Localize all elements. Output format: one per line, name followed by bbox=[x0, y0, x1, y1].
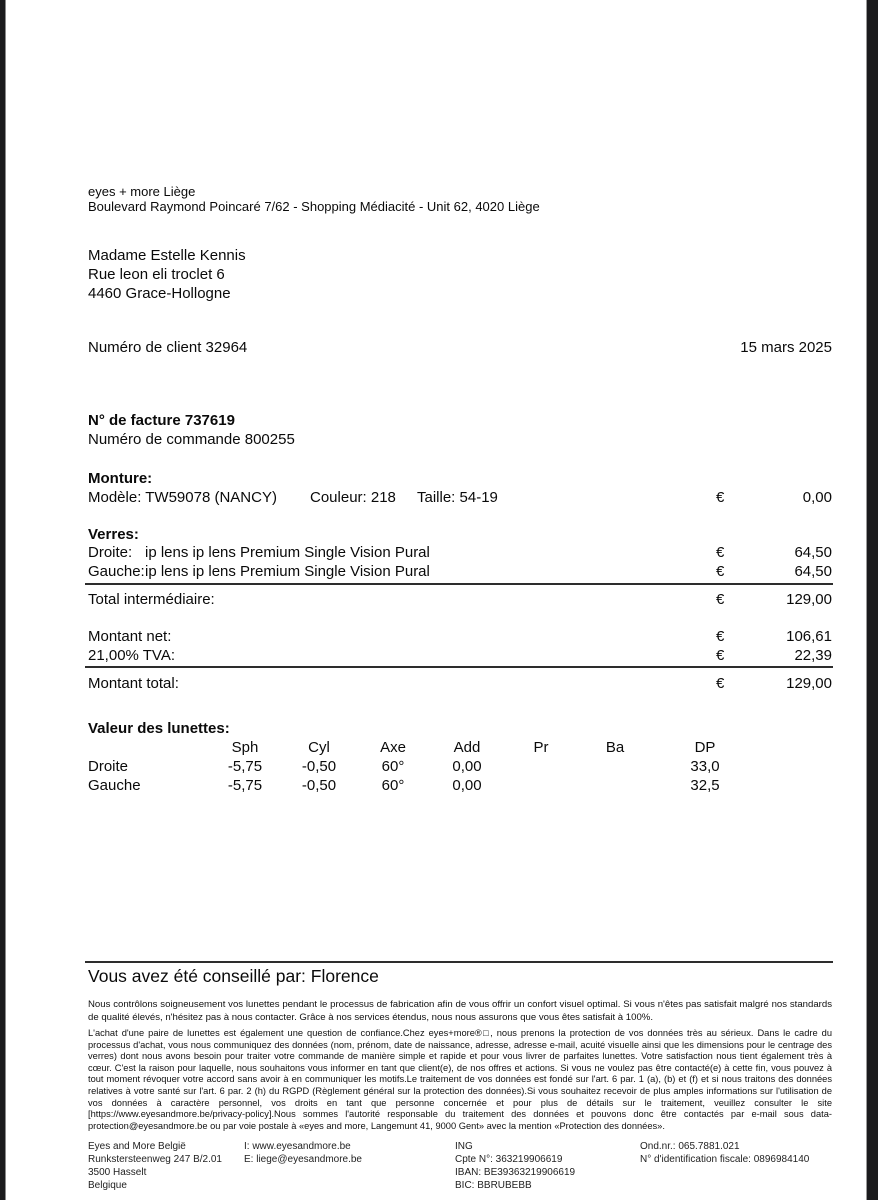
total-row bbox=[88, 674, 832, 693]
footer-line: Belgique bbox=[88, 1180, 127, 1191]
col-header-add: Add bbox=[453, 739, 481, 756]
lens-side-label: Gauche: bbox=[88, 563, 145, 580]
lens-row-right bbox=[88, 543, 832, 562]
cell-axe: 60° bbox=[381, 758, 405, 775]
privacy-legal-text: L'achat d'une paire de lunettes est également une question de confiance.Chez eyes+more®□, nous prenons la protection de vos données très au sérieux. Dans le cadre du processus d'achat, vous nous communiquez des données (nom, prénom, date de naissance, adresse, adresse e-mail, acuité visuelle ainsi que les dimensions pour le centrage des verres) dont nous avons besoin pour traiter votre commande de manière simple et rapide et pour vous livrer de parfaites lunettes. Votre satisfaction nous tient également très à cœur. C'est la raison pour laquelle, nous souhaitons vous informer en tant que client(e), de nos offres et actions. Si vous ne voulez pas être contacté(e) à cette fin, vous pouvez à tout moment révoquer votre accord sans avoir à en communiquer les motifs.Le traitement de vos données est fondé sur l'art. 6 par. 1 (a), (b) et (f) et si nous traitons des données relatives à votre santé sur l'art. 6 par. 2 (h) du RGPD (Règlement général sur la protection des données).Si vous souhaitez recevoir de plus amples informations sur l'utilisation de vos données à caractère personnel, vos droits en tant que personne concernée et pour plus de détails sur le traitement, veuillez consulter le site [https://www.eyesandmore.be/privacy-policy].Nous sommes l'autorité responsable du traitement des données et pouvons donc être contactés par e-mail sous data-protection@eyesandmore.be ou par voie postale à «eyes and more, Langemunt 41, 9000 Gent» avec la mention «Protection des données». bbox=[88, 1028, 832, 1131]
euro-symbol: € bbox=[716, 489, 725, 506]
invoice-numbers-block bbox=[88, 411, 832, 449]
net-amount: 106,61 bbox=[786, 628, 832, 645]
store-block bbox=[88, 184, 832, 214]
col-header-cyl: Cyl bbox=[308, 739, 330, 756]
footer-ond-nr: Ond.nr.: 065.7881.021 bbox=[640, 1141, 740, 1152]
cell-sph: -5,75 bbox=[227, 777, 263, 794]
vat-row bbox=[88, 646, 832, 665]
euro-symbol: € bbox=[716, 628, 725, 645]
euro-symbol: € bbox=[716, 675, 725, 692]
frame-amount: 0,00 bbox=[802, 489, 832, 506]
lens-values-header-row bbox=[88, 738, 832, 757]
footer-website: I: www.eyesandmore.be bbox=[244, 1141, 351, 1152]
divider-line bbox=[85, 583, 833, 585]
cell-axe: 60° bbox=[381, 777, 405, 794]
divider-line bbox=[85, 666, 833, 668]
footer-email: E: liege@eyesandmore.be bbox=[244, 1154, 362, 1165]
euro-symbol: € bbox=[716, 647, 725, 664]
footer-account: Cpte N°: 363219906619 bbox=[455, 1154, 563, 1165]
cell-dp: 33,0 bbox=[690, 758, 720, 775]
row-label-right: Droite bbox=[88, 758, 129, 775]
lens-description: ip lens ip lens Premium Single Vision Pural bbox=[145, 563, 430, 580]
advisor-line: Vous avez été conseillé par: Florence bbox=[88, 966, 379, 986]
customer-city: 4460 Grace-Hollogne bbox=[88, 285, 231, 302]
col-header-dp: DP bbox=[694, 739, 716, 756]
total-label: Montant total: bbox=[88, 675, 179, 692]
client-number: Numéro de client 32964 bbox=[88, 339, 248, 356]
cell-add: 0,00 bbox=[452, 777, 482, 794]
customer-name: Madame Estelle Kennis bbox=[88, 247, 246, 264]
table-row bbox=[88, 757, 832, 776]
subtotal-amount-group bbox=[716, 590, 832, 609]
client-date-row bbox=[88, 338, 832, 357]
net-row bbox=[88, 627, 832, 646]
lens-side-label: Droite: bbox=[88, 544, 133, 561]
section-title-lens-values: Valeur des lunettes: bbox=[88, 720, 230, 737]
footer-company-address bbox=[88, 1140, 222, 1192]
total-amount: 129,00 bbox=[786, 675, 832, 692]
lens-amount: 64,50 bbox=[794, 563, 832, 580]
subtotal-amount: 129,00 bbox=[786, 591, 832, 608]
frame-model: Modèle: TW59078 (NANCY) bbox=[88, 489, 277, 506]
footer-bic: BIC: BBRUBEBB bbox=[455, 1180, 532, 1191]
euro-symbol: € bbox=[716, 563, 725, 580]
store-address: Boulevard Raymond Poincaré 7/62 - Shopping Médiacité - Unit 62, 4020 Liège bbox=[88, 199, 540, 214]
invoice-date: 15 mars 2025 bbox=[740, 339, 832, 356]
subtotal-row bbox=[88, 590, 832, 609]
customer-street: Rue leon eli troclet 6 bbox=[88, 266, 225, 283]
footer-line: Eyes and More België bbox=[88, 1141, 186, 1152]
vat-amount: 22,39 bbox=[794, 647, 832, 664]
footer-contact bbox=[244, 1140, 362, 1166]
cell-dp: 32,5 bbox=[690, 777, 720, 794]
lens-row-left bbox=[88, 562, 832, 581]
quality-note: Nous contrôlons soigneusement vos lunettes pendant le processus de fabrication afin de vous offrir un confort visuel optimal. Si vous n'êtes pas satisfait malgré nos standards de qualité élevés, n'hésitez pas à nous contacter. Grâce à nos services étendus, nous nous assurons que vous êtes satisfait à 100%. bbox=[88, 999, 832, 1023]
col-header-ba: Ba bbox=[605, 739, 625, 756]
lens-amount: 64,50 bbox=[794, 544, 832, 561]
frame-amount-group bbox=[716, 488, 832, 507]
cell-ba bbox=[578, 776, 652, 795]
row-label-left: Gauche bbox=[88, 777, 141, 794]
euro-symbol: € bbox=[716, 544, 725, 561]
footer-tax-id: N° d'identification fiscale: 0896984140 bbox=[640, 1154, 810, 1165]
frame-size: Taille: 54-19 bbox=[417, 489, 498, 506]
col-header-sph: Sph bbox=[231, 739, 259, 756]
footer-bank-name: ING bbox=[455, 1141, 473, 1152]
euro-symbol: € bbox=[716, 591, 725, 608]
footer-bank-details bbox=[455, 1140, 575, 1192]
lens-description: ip lens ip lens Premium Single Vision Pural bbox=[145, 544, 430, 561]
customer-block bbox=[88, 246, 832, 303]
lens-amount-group bbox=[716, 543, 832, 562]
cell-cyl: -0,50 bbox=[301, 758, 337, 775]
footer-line: 3500 Hasselt bbox=[88, 1167, 147, 1178]
cell-pr bbox=[504, 776, 578, 795]
cell-add: 0,00 bbox=[452, 758, 482, 775]
vat-label: 21,00% TVA: bbox=[88, 647, 175, 664]
table-row bbox=[88, 776, 832, 795]
cell-sph: -5,75 bbox=[227, 758, 263, 775]
total-amount-group bbox=[716, 674, 832, 693]
store-name: eyes + more Liège bbox=[88, 184, 196, 199]
divider-line bbox=[85, 961, 833, 963]
cell-pr bbox=[504, 757, 578, 776]
section-title-monture: Monture: bbox=[88, 470, 153, 487]
col-header-pr: Pr bbox=[533, 739, 549, 756]
cell-ba bbox=[578, 757, 652, 776]
lens-amount-group bbox=[716, 562, 832, 581]
frame-line bbox=[88, 488, 832, 507]
net-label: Montant net: bbox=[88, 628, 172, 645]
subtotal-label: Total intermédiaire: bbox=[88, 591, 215, 608]
vat-amount-group bbox=[716, 646, 832, 665]
frame-color: Couleur: 218 bbox=[310, 489, 396, 506]
footer bbox=[88, 1140, 832, 1196]
footer-registration bbox=[640, 1140, 809, 1166]
lens-values-table bbox=[88, 738, 832, 795]
section-title-verres: Verres: bbox=[88, 526, 139, 543]
order-number: Numéro de commande 800255 bbox=[88, 431, 295, 448]
footer-iban: IBAN: BE39363219906619 bbox=[455, 1167, 576, 1178]
net-amount-group bbox=[716, 627, 832, 646]
footer-line: Runkstersteenweg 247 B/2.01 bbox=[88, 1154, 222, 1165]
invoice-number: N° de facture 737619 bbox=[88, 412, 235, 429]
table-corner-cell bbox=[88, 738, 208, 757]
cell-cyl: -0,50 bbox=[301, 777, 337, 794]
viewer-edge-right bbox=[866, 0, 878, 1200]
col-header-axe: Axe bbox=[380, 739, 406, 756]
viewer-edge-left bbox=[0, 0, 6, 1200]
